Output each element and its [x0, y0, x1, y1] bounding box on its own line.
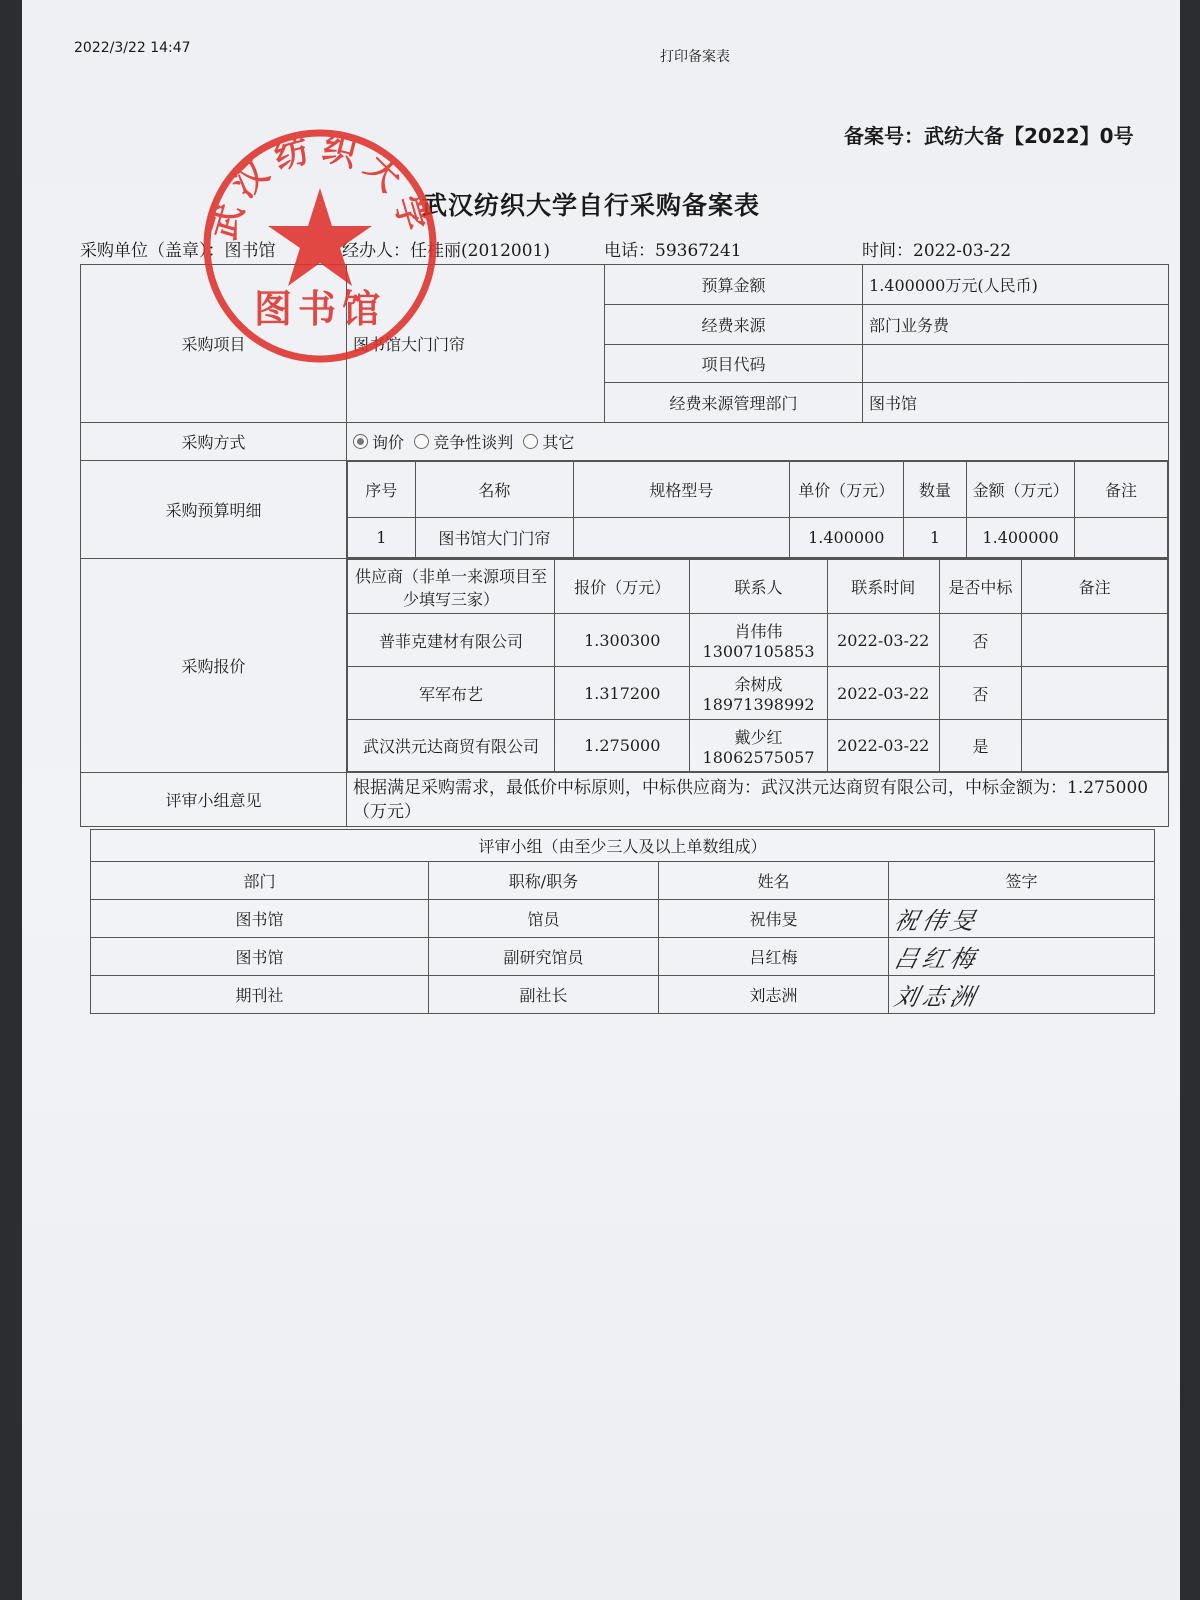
- review-panel-table: [90, 829, 1155, 1014]
- member-name: 吕红梅: [659, 938, 889, 976]
- member-dept: 图书馆: [91, 900, 429, 938]
- radio-unchecked-icon: [414, 434, 429, 449]
- member-signature: 吕红梅: [889, 938, 1155, 976]
- quote-price: 1.275000: [555, 720, 690, 772]
- method-options: [347, 423, 1169, 461]
- member-signature: 祝伟旻: [889, 900, 1155, 938]
- member-title: 副研究馆员: [429, 938, 659, 976]
- member-title: 馆员: [429, 900, 659, 938]
- fund-source-value: 部门业务费: [863, 305, 1169, 345]
- paper-sheet: [22, 0, 1180, 1600]
- fund-source-label: 经费来源: [605, 305, 863, 345]
- handler: 经办人：任桂丽(2012001): [342, 241, 550, 261]
- project-code-label: 项目代码: [605, 345, 863, 383]
- contact-phone: 18062575057: [702, 747, 815, 767]
- radio-unchecked-icon: [523, 434, 538, 449]
- table-row: [91, 900, 1155, 938]
- panel-header: 签字: [889, 862, 1155, 900]
- table-row: [348, 518, 1168, 558]
- table-row: [91, 938, 1155, 976]
- budget-cell: [1074, 518, 1167, 558]
- svg-text:图书馆: 图书馆: [253, 287, 387, 331]
- supplier-name: 普菲克建材有限公司: [348, 614, 555, 667]
- method-option-inquiry[interactable]: 询价: [353, 433, 404, 452]
- budget-amount-label: 预算金额: [605, 265, 863, 305]
- contact-name: 肖伟伟: [734, 622, 783, 641]
- file-number: 备案号：武纺大备【2022】0号: [844, 124, 1134, 148]
- project-code-value: [863, 345, 1169, 383]
- panel-header: 部门: [91, 862, 429, 900]
- budget-detail-label: 采购预算明细: [81, 461, 347, 559]
- table-row: [348, 667, 1168, 720]
- contact-name: 余树成: [734, 675, 783, 694]
- budget-header: 名称: [415, 462, 574, 518]
- panel-header: 职称/职务: [429, 862, 659, 900]
- contact-cell: [690, 667, 827, 720]
- purchasing-unit: 采购单位（盖章）：图书馆: [80, 241, 276, 261]
- contact-phone: 18971398992: [702, 695, 815, 714]
- supplier-name: 武汉洪元达商贸有限公司: [348, 720, 555, 772]
- budget-cell: 1: [348, 518, 416, 558]
- contact-cell: [690, 720, 827, 772]
- project-label: 采购项目: [81, 265, 347, 423]
- contact-date: 2022-03-22: [827, 720, 939, 772]
- budget-header: 备注: [1074, 462, 1167, 518]
- svg-text:武汉纺织大学: 武汉纺织大学: [203, 128, 437, 244]
- project-name: 图书馆大门门帘: [347, 265, 605, 423]
- budget-header: 金额（万元）: [967, 462, 1075, 518]
- budget-cell: [574, 518, 790, 558]
- contact-date: 2022-03-22: [827, 667, 939, 720]
- record-time: 时间：2022-03-22: [862, 241, 1012, 261]
- member-name: 刘志洲: [659, 976, 889, 1014]
- print-datetime: 2022/3/22 14:47: [74, 40, 191, 56]
- method-option-other[interactable]: 其它: [523, 433, 574, 452]
- won-flag: 否: [939, 667, 1021, 720]
- won-flag: 是: [939, 720, 1021, 772]
- print-page-title: 打印备案表: [660, 49, 730, 65]
- table-row: [348, 720, 1168, 772]
- official-seal-icon: [200, 126, 440, 366]
- budget-header: 数量: [903, 462, 966, 518]
- quotes-header: 备注: [1022, 560, 1168, 614]
- quote-note: [1022, 614, 1168, 667]
- quotes-header: 报价（万元）: [555, 560, 690, 614]
- quote-price: 1.317200: [555, 667, 690, 720]
- table-row: [348, 614, 1168, 667]
- budget-detail-table: [347, 461, 1168, 558]
- budget-cell: 1.400000: [967, 518, 1075, 558]
- quotes-header: 是否中标: [939, 560, 1021, 614]
- won-flag: 否: [939, 614, 1021, 667]
- quotes-header: 联系人: [690, 560, 827, 614]
- budget-header: 序号: [348, 462, 416, 518]
- quotes-table: [347, 559, 1168, 772]
- opinion-label: 评审小组意见: [81, 773, 347, 827]
- contact-date: 2022-03-22: [827, 614, 939, 667]
- fund-dept-label: 经费来源管理部门: [605, 383, 863, 423]
- budget-cell: 1: [903, 518, 966, 558]
- quote-note: [1022, 667, 1168, 720]
- budget-amount-value: 1.400000万元(人民币): [863, 265, 1169, 305]
- member-title: 副社长: [429, 976, 659, 1014]
- method-option-negotiation[interactable]: 竞争性谈判: [414, 433, 513, 452]
- panel-title: 评审小组（由至少三人及以上单数组成）: [91, 830, 1155, 862]
- member-name: 祝伟旻: [659, 900, 889, 938]
- document-title: 武汉纺织大学自行采购备案表: [422, 191, 761, 220]
- supplier-name: 军军布艺: [348, 667, 555, 720]
- contact-phone: 13007105853: [702, 642, 815, 661]
- panel-header: 姓名: [659, 862, 889, 900]
- budget-header: 规格型号: [574, 462, 790, 518]
- quote-price: 1.300300: [555, 614, 690, 667]
- budget-cell: 图书馆大门门帘: [415, 518, 574, 558]
- member-dept: 期刊社: [91, 976, 429, 1014]
- quote-note: [1022, 720, 1168, 772]
- contact-cell: [690, 614, 827, 667]
- phone: 电话：59367241: [604, 241, 742, 261]
- budget-cell: 1.400000: [789, 518, 903, 558]
- opinion-text: 根据满足采购需求，最低价中标原则，中标供应商为：武汉洪元达商贸有限公司，中标金额为：1.275000（万元）: [347, 773, 1169, 827]
- table-row: [91, 976, 1155, 1014]
- quotes-header: 联系时间: [827, 560, 939, 614]
- method-label: 采购方式: [81, 423, 347, 461]
- contact-name: 戴少红: [734, 727, 783, 747]
- member-dept: 图书馆: [91, 938, 429, 976]
- radio-checked-icon: [353, 434, 368, 449]
- member-signature: 刘志洲: [889, 976, 1155, 1014]
- quotes-header: 供应商（非单一来源项目至少填写三家）: [348, 560, 555, 614]
- fund-dept-value: 图书馆: [863, 383, 1169, 423]
- quotes-label: 采购报价: [81, 559, 347, 773]
- budget-header: 单价（万元）: [789, 462, 903, 518]
